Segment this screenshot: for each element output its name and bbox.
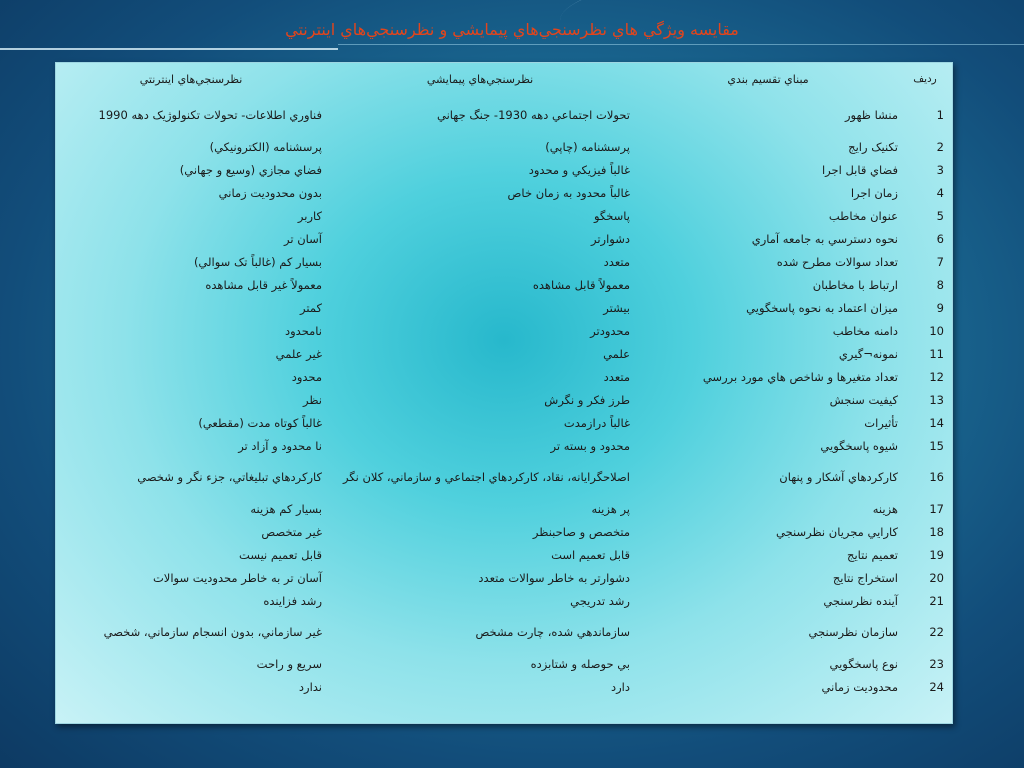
- row-number: 1: [936, 108, 944, 122]
- row-internet-value: فضاي مجازي (وسيع و جهاني): [179, 162, 322, 177]
- table-row: [56, 181, 952, 204]
- header-row-number: رديف: [913, 72, 937, 85]
- row-number: 8: [936, 277, 944, 292]
- row-survey-value: پرسشنامه (چاپي): [545, 139, 630, 154]
- table-row: [56, 497, 952, 520]
- row-internet-value: بسيار كم (غالباً تک سوالي): [193, 254, 322, 269]
- row-internet-value: كاركردهاي تبليغاتي، جزء نگر و شخصي: [137, 470, 322, 484]
- slide-title: مقايسه ويژگي هاي نظرسنجي‌هاي پيمايشي و نظرسنجي‌هاي اينترنتي: [285, 20, 739, 39]
- table-row: [56, 95, 952, 135]
- row-survey-value: دارد: [611, 679, 630, 694]
- row-internet-value: فناوري اطلاعات- تحولات تكنولوژيک دهه 1990: [98, 108, 322, 122]
- table-row: [56, 675, 952, 698]
- row-internet-value: محدود: [291, 369, 322, 384]
- table-row: [56, 520, 952, 543]
- row-survey-value: متعدد: [603, 369, 630, 384]
- row-internet-value: بدون محدوديت زماني: [218, 185, 322, 200]
- row-survey-value: تحولات اجتماعي دهه 1930- جنگ جهاني: [437, 108, 630, 122]
- table-row: [56, 652, 952, 675]
- row-number: 7: [936, 254, 944, 269]
- row-internet-value: بسيار كم هزينه: [250, 501, 322, 516]
- table-header-row: [56, 63, 952, 95]
- row-survey-value: دشوارتر به خاطر سوالات متعدد: [478, 570, 630, 585]
- row-number: 2: [936, 139, 944, 154]
- row-number: 16: [929, 470, 944, 484]
- row-number: 17: [929, 501, 944, 516]
- row-internet-value: آسان تر: [284, 231, 322, 246]
- table-row: [56, 434, 952, 457]
- table-row: [56, 388, 952, 411]
- table-row: [56, 273, 952, 296]
- row-number: 13: [929, 392, 944, 407]
- table-row: [56, 342, 952, 365]
- row-survey-value: بيشتر: [603, 300, 630, 315]
- table-row: [56, 365, 952, 388]
- header-basis: مبناي تقسيم بندي: [727, 72, 809, 86]
- row-basis: آينده نظرسنجي: [823, 593, 898, 608]
- table-row: [56, 543, 952, 566]
- row-internet-value: رشد فزاينده: [263, 593, 322, 608]
- row-survey-value: رشد تدريجي: [570, 593, 630, 608]
- table-row: [56, 589, 952, 612]
- row-survey-value: غالباً درازمدت: [563, 415, 630, 430]
- row-internet-value: غالباً كوتاه مدت (مقطعي): [198, 415, 322, 430]
- row-number: 3: [936, 162, 944, 177]
- row-number: 23: [929, 656, 944, 671]
- table-row: [56, 204, 952, 227]
- row-basis: كارايي مجريان نظرسنجي: [776, 524, 898, 539]
- comparison-panel: [55, 62, 953, 724]
- table-row: [56, 296, 952, 319]
- table-row: [56, 227, 952, 250]
- row-internet-value: كاربر: [297, 208, 322, 223]
- row-number: 4: [936, 185, 944, 200]
- row-number: 22: [929, 625, 944, 639]
- row-basis: نحوه دسترسي به جامعه آماري: [751, 231, 898, 246]
- row-internet-value: آسان تر به خاطر محدوديت سوالات: [152, 570, 322, 585]
- row-survey-value: محدودتر: [590, 323, 630, 338]
- table-row: [56, 158, 952, 181]
- row-internet-value: معمولاً غير قابل مشاهده: [205, 277, 322, 292]
- decorative-line-thin: [338, 44, 1024, 45]
- row-internet-value: پرسشنامه (الكترونيكي): [209, 139, 322, 154]
- row-survey-value: متعدد: [603, 254, 630, 269]
- header-internet-polls: نظرسنجي‌هاي اينترنتي: [139, 72, 243, 86]
- row-survey-value: بي حوصله و شتابزده: [530, 656, 630, 671]
- header-survey-polls: نظرسنجي‌هاي پيمايشي: [426, 72, 534, 86]
- row-basis: تكنيک رايج: [848, 139, 898, 154]
- row-internet-value: سريع و راحت: [256, 656, 322, 671]
- row-survey-value: غالباً فيزيكي و محدود: [528, 162, 630, 177]
- comparison-table: [56, 63, 952, 698]
- table-row: [56, 566, 952, 589]
- row-basis: نمونه¬گيري: [838, 346, 898, 361]
- row-basis: فضاي قابل اجرا: [821, 162, 898, 177]
- row-basis: عنوان مخاطب: [828, 208, 898, 223]
- row-number: 9: [936, 300, 944, 315]
- row-number: 15: [929, 438, 944, 453]
- table-row: [56, 319, 952, 342]
- row-basis: هزينه: [872, 501, 898, 516]
- row-survey-value: غالباً محدود به زمان خاص: [507, 185, 630, 200]
- row-internet-value: كمتر: [300, 300, 322, 315]
- row-internet-value: غير علمي: [275, 346, 322, 361]
- row-internet-value: نا محدود و آزاد تر: [238, 438, 322, 453]
- row-basis: شيوه پاسخگويي: [820, 438, 898, 453]
- row-basis: دامنه مخاطب: [832, 323, 898, 338]
- row-survey-value: پاسخگو: [593, 208, 630, 223]
- decorative-line: [0, 48, 338, 50]
- row-internet-value: نظر: [303, 392, 322, 407]
- row-survey-value: سازماندهي شده، چارت مشخص: [475, 625, 630, 639]
- row-basis: منشا ظهور: [845, 108, 898, 122]
- row-basis: نوع پاسخگويي: [829, 656, 898, 671]
- row-number: 5: [936, 208, 944, 223]
- row-number: 11: [929, 346, 944, 361]
- table-row: [56, 612, 952, 652]
- table-row: [56, 250, 952, 273]
- row-survey-value: پر هزينه: [591, 501, 630, 516]
- table-row: [56, 135, 952, 158]
- row-survey-value: دشوارتر: [591, 231, 630, 246]
- row-basis: كيفيت سنجش: [829, 392, 898, 407]
- row-number: 19: [929, 547, 944, 562]
- row-number: 12: [929, 369, 944, 384]
- row-survey-value: طرز فكر و نگرش: [544, 392, 630, 407]
- row-basis: كاركردهاي آشكار و پنهان: [779, 470, 898, 484]
- row-basis: ميزان اعتماد به نحوه پاسخگويي: [746, 300, 898, 315]
- table-row: [56, 457, 952, 497]
- row-basis: محدوديت زماني: [821, 679, 898, 694]
- row-survey-value: معمولاً قابل مشاهده: [532, 277, 630, 292]
- row-internet-value: غير سازماني، بدون انسجام سازماني، شخصي: [103, 625, 322, 639]
- row-basis: تأثيرات: [864, 415, 898, 430]
- row-number: 14: [929, 415, 944, 430]
- row-basis: سازمان نظرسنجي: [808, 625, 898, 639]
- row-internet-value: قابل تعميم نيست: [239, 547, 322, 562]
- row-basis: تعداد سوالات مطرح شده: [776, 254, 898, 269]
- row-number: 21: [929, 593, 944, 608]
- row-basis: زمان اجرا: [850, 185, 898, 200]
- row-basis: استخراج نتايج: [832, 570, 898, 585]
- table-body: [56, 95, 952, 698]
- row-number: 6: [936, 231, 944, 246]
- row-basis: تعداد متغيرها و شاخص هاي مورد بررسي: [702, 369, 898, 384]
- row-basis: ارتباط با مخاطبان: [812, 277, 898, 292]
- row-survey-value: قابل تعميم است: [551, 547, 630, 562]
- row-number: 10: [929, 323, 944, 338]
- table-row: [56, 411, 952, 434]
- row-basis: تعميم نتايج: [847, 547, 898, 562]
- row-internet-value: نامحدود: [285, 323, 322, 338]
- row-number: 18: [929, 524, 944, 539]
- row-number: 24: [929, 679, 944, 694]
- row-internet-value: ندارد: [298, 679, 322, 694]
- row-number: 20: [929, 570, 944, 585]
- row-survey-value: علمي: [603, 346, 630, 361]
- row-survey-value: متخصص و صاحبنظر: [532, 524, 630, 539]
- row-survey-value: اصلاحگرايانه، نقاد، كاركردهاي اجتماعي و سازماني، كلان نگر: [342, 469, 630, 484]
- row-survey-value: محدود و بسته تر: [550, 438, 630, 453]
- row-internet-value: غير متخصص: [261, 524, 322, 539]
